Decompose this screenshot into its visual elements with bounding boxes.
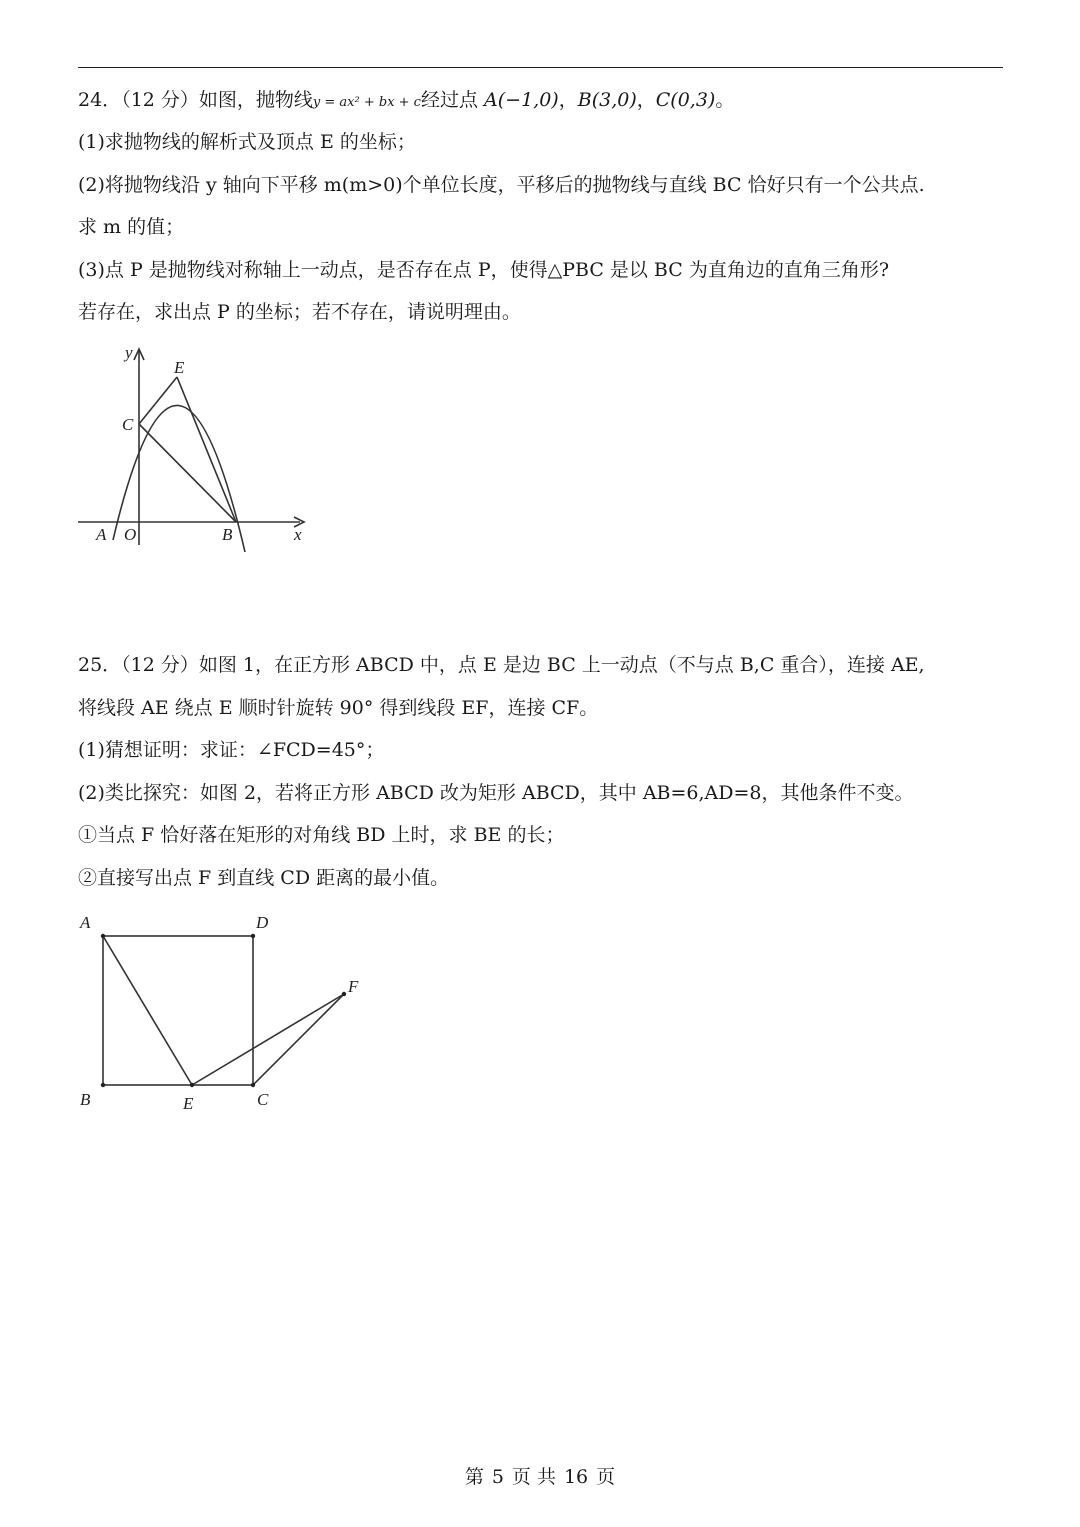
segment-EF xyxy=(192,994,344,1085)
label-y: y xyxy=(125,343,133,362)
label-A: A xyxy=(80,913,91,932)
q24-part3-line1: (3)点 P 是抛物线对称轴上一动点，是否存在点 P，使得△PBC 是以 BC 为直角边的直角三角形? xyxy=(78,259,890,281)
label-B: B xyxy=(80,1090,91,1109)
label-D: D xyxy=(256,913,269,932)
q25-part1: (1)猜想证明：求证：∠FCD=45°； xyxy=(78,739,385,761)
header-rule xyxy=(78,67,1003,68)
q24-part1: (1)求抛物线的解析式及顶点 E 的坐标； xyxy=(78,131,416,153)
q24-part2-line1: (2)将抛物线沿 y 轴向下平移 m(m>0)个单位长度，平移后的抛物线与直线 BC 恰好只有一个公共点. xyxy=(78,174,925,196)
point-A xyxy=(101,934,105,938)
point-D xyxy=(251,934,255,938)
point-E xyxy=(190,1083,194,1087)
label-x: x xyxy=(294,525,302,544)
label-C: C xyxy=(122,415,134,434)
page-footer: 第 5 页 共 16 页 xyxy=(464,1466,616,1488)
q25-stem-line1: 25．（12 分）如图 1，在正方形 ABCD 中，点 E 是边 BC 上一动点（不与点 B,C 重合），连接 AE, xyxy=(78,654,925,676)
point-F xyxy=(342,992,346,996)
label-A: A xyxy=(96,525,107,544)
q25-part2-ii: ②直接写出点 F 到直线 CD 距离的最小值。 xyxy=(78,867,450,889)
label-O: O xyxy=(124,525,137,544)
q25-square-figure xyxy=(70,905,380,1120)
label-B: B xyxy=(222,525,233,544)
point-B xyxy=(101,1083,105,1087)
q25-part2-i: ①当点 F 恰好落在矩形的对角线 BD 上时，求 BE 的长； xyxy=(78,824,565,846)
q24-parabola-figure xyxy=(70,340,320,555)
q25-stem-line2: 将线段 AE 绕点 E 顺时针旋转 90° 得到线段 EF，连接 CF。 xyxy=(78,697,599,719)
segment-AE xyxy=(103,936,192,1085)
label-C: C xyxy=(257,1090,269,1109)
segment-CB xyxy=(139,424,236,522)
q24-part2-line2: 求 m 的值； xyxy=(78,216,185,238)
point-C xyxy=(251,1083,255,1087)
label-E: E xyxy=(174,358,185,377)
label-E: E xyxy=(183,1094,194,1113)
label-F: F xyxy=(348,977,359,996)
q25-part2: (2)类比探究：如图 2，若将正方形 ABCD 改为矩形 ABCD，其中 AB=6,AD=8，其他条件不变。 xyxy=(78,782,914,804)
q24-part3-line2: 若存在，求出点 P 的坐标；若不存在，请说明理由。 xyxy=(78,301,521,323)
segment-EB xyxy=(177,377,236,522)
q24-stem: 24．（12 分）如图，抛物线y = ax² + bx + c经过点 A(−1,0)，B(3,0)，C(0,3)。 xyxy=(78,89,735,111)
